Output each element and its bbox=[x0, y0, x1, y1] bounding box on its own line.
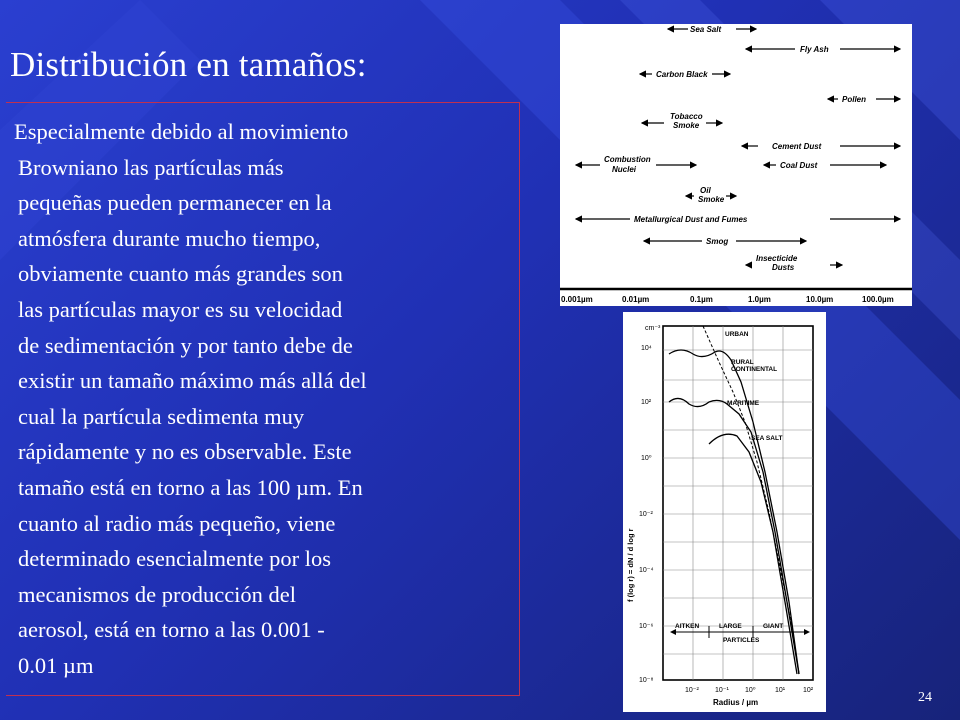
body-line: tamaño está en torno a las 100 µm. En bbox=[18, 474, 363, 500]
body-line: mecanismos de producción del bbox=[18, 581, 297, 607]
x-tick-label: 10⁰ bbox=[745, 687, 756, 694]
axis-tick-label: 10.0µm bbox=[806, 295, 834, 304]
y-tick-label: 10⁰ bbox=[641, 455, 652, 462]
range-label: Coal Dust bbox=[780, 161, 818, 170]
body-line: 0.01 µm bbox=[18, 652, 94, 678]
region-label: LARGE bbox=[719, 623, 742, 630]
range-label: Fly Ash bbox=[800, 45, 829, 54]
y-tick-label: 10⁻⁴ bbox=[639, 567, 654, 574]
body-line: pequeñas pueden permanecer en la bbox=[18, 190, 332, 216]
curve-label-rural: RURAL bbox=[731, 359, 754, 366]
y-tick-label: 10⁻⁸ bbox=[639, 677, 654, 684]
axis-tick-label: 0.1µm bbox=[690, 295, 713, 304]
x-axis-label: Radius / µm bbox=[713, 698, 759, 707]
axis-tick-label: 100.0µm bbox=[862, 295, 894, 304]
y-tick-label: 10⁻² bbox=[639, 511, 653, 518]
aerosol-size-distribution-figure bbox=[623, 312, 826, 712]
body-line: las partículas mayor es su velocidad bbox=[18, 296, 343, 322]
range-label: Combustion bbox=[604, 155, 651, 164]
axis-tick-label: 1.0µm bbox=[748, 295, 771, 304]
axis-tick-label: 0.01µm bbox=[622, 295, 650, 304]
body-line: aerosol, está en torno a las 0.001 - bbox=[18, 617, 325, 643]
body-line: rápidamente y no es observable. Este bbox=[18, 439, 352, 465]
range-label: Insecticide bbox=[756, 254, 798, 263]
page-number: 24 bbox=[918, 690, 932, 705]
body-line: atmósfera durante mucho tiempo, bbox=[18, 225, 321, 251]
x-tick-label: 10² bbox=[803, 687, 814, 694]
region-label: GIANT bbox=[763, 623, 784, 630]
curve-label-sea-salt: SEA SALT bbox=[751, 435, 783, 442]
range-label: Smog bbox=[706, 237, 729, 246]
slide-title: Distribución en tamaños: bbox=[10, 45, 367, 84]
range-label: Pollen bbox=[842, 95, 867, 104]
range-label: Sea Salt bbox=[690, 25, 722, 34]
range-label: Dusts bbox=[772, 263, 795, 272]
y-tick-label: 10⁴ bbox=[641, 345, 652, 352]
y-tick-label: 10⁻⁶ bbox=[639, 623, 654, 630]
body-line: Browniano las partículas más bbox=[18, 154, 284, 180]
y-tick-label: 10² bbox=[641, 399, 652, 406]
body-line: de sedimentación y por tanto debe de bbox=[18, 332, 353, 358]
x-tick-label: 10⁻² bbox=[685, 687, 699, 694]
body-line: determinado esencialmente por los bbox=[18, 546, 332, 572]
x-tick-label: 10¹ bbox=[775, 687, 786, 694]
range-label: Tobacco bbox=[670, 112, 703, 121]
body-text bbox=[14, 114, 514, 684]
body-line: obviamente cuanto más grandes son bbox=[18, 261, 343, 287]
curve-label-maritime: MARITIME bbox=[727, 400, 760, 407]
range-label: Smoke bbox=[698, 195, 725, 204]
y-unit: cm⁻³ bbox=[645, 325, 661, 332]
y-axis-label: f (log r) = dN / d log r bbox=[626, 528, 635, 602]
body-line: cuanto al radio más pequeño, viene bbox=[18, 510, 336, 536]
curve-label-continental: CONTINENTAL bbox=[731, 366, 778, 373]
particles-label: PARTICLES bbox=[723, 637, 760, 644]
body-line: cual la partícula sedimenta muy bbox=[18, 403, 305, 429]
body-line: existir un tamaño máximo más allá del bbox=[18, 368, 367, 394]
x-tick-label: 10⁻¹ bbox=[715, 687, 729, 694]
particle-size-ranges-figure bbox=[560, 24, 912, 306]
range-label: Nuclei bbox=[612, 165, 637, 174]
range-label: Carbon Black bbox=[656, 70, 708, 79]
curve-label-urban: URBAN bbox=[725, 331, 749, 338]
region-label: AITKEN bbox=[675, 623, 700, 630]
range-label: Cement Dust bbox=[772, 142, 822, 151]
range-label: Smoke bbox=[673, 121, 700, 130]
body-line: Especialmente debido al movimiento bbox=[14, 119, 349, 144]
axis-tick-label: 0.001µm bbox=[561, 295, 593, 304]
range-label: Metallurgical Dust and Fumes bbox=[634, 215, 748, 224]
range-label: Oil bbox=[700, 186, 711, 195]
